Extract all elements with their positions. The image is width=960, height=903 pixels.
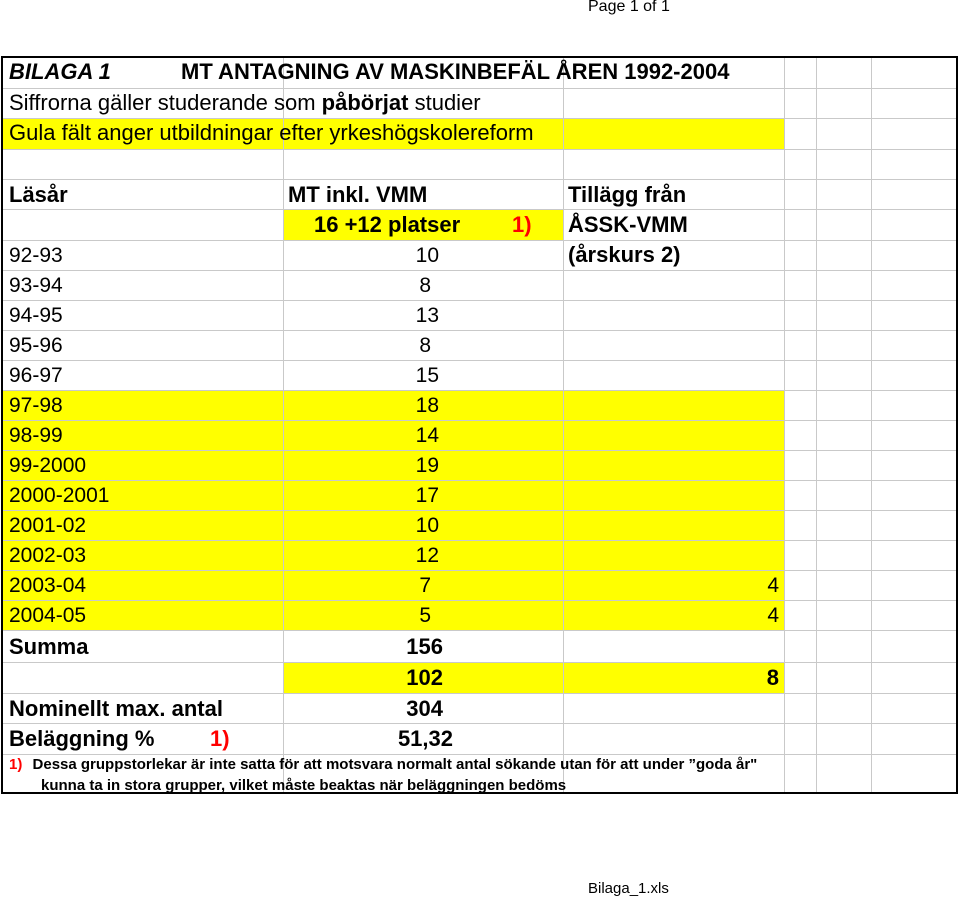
footnote-ref-mark: 1) [9,756,23,773]
grid-line [784,58,785,792]
grid-line [3,330,956,331]
col-subheader-extra: ÅSSK-VMM [568,212,688,237]
grid-line [3,390,956,391]
row-mt: 5 [419,604,431,627]
grid-line [3,723,956,724]
footnote-text-1: Dessa gruppstorlekar är inte satta för att motsvara normalt antal sökande utan för att under ”goda år" [32,756,758,773]
grid-line [3,270,956,271]
col-header-extra: Tillägg från [568,182,687,207]
yellow-sum-mt: 102 [406,665,443,690]
row-mt: 10 [415,244,439,267]
spreadsheet [1,56,958,794]
row-year: 94-95 [9,304,63,327]
grid-line [871,58,872,792]
grid-line [563,58,564,792]
grid-line [3,420,956,421]
grid-line [3,88,956,89]
file-name: Bilaga_1.xls [588,880,669,897]
max-label: Nominellt max. antal [9,696,223,721]
grid-line [3,149,956,150]
grid-line [816,58,817,792]
row-extra: 4 [767,604,779,627]
grid-line [3,118,956,119]
col-subheader-mt: 16 +12 platser [314,212,461,237]
occupancy-value: 51,32 [397,726,453,751]
grid-line [3,209,956,210]
occupancy-ref: 1) [210,726,230,751]
row-extra: 4 [767,574,779,597]
grid-line [3,600,956,601]
row-year: 2004-05 [9,604,87,627]
row-year: 93-94 [9,274,63,297]
row-year: 99-2000 [9,454,87,477]
grid-line [3,630,956,631]
max-value: 304 [406,696,443,721]
grid-line [3,360,956,361]
col-header-mt: MT inkl. VMM [288,182,428,207]
subtitle-bold: påbörjat [321,90,409,115]
grid-line [3,240,956,241]
subtitle-post: studier [414,90,481,115]
grid-line [3,450,956,451]
footnote-ref: 1) [512,212,532,237]
row-year: 2002-03 [9,544,87,567]
grid-line [3,300,956,301]
row-year: 92-93 [9,244,63,267]
row-year: 98-99 [9,424,63,447]
row-year: 2003-04 [9,574,87,597]
row-mt: 7 [419,574,431,597]
yellow-note: Gula fält anger utbildningar efter yrkeshögskolereform [9,120,534,145]
footnote-line-2: kunna ta in stora grupper, vilket måste beaktas när beläggningen bedöms [41,777,567,794]
grid-line [3,510,956,511]
grid-line [3,480,956,481]
row-mt: 13 [415,304,439,327]
row-mt: 17 [415,484,439,507]
row-mt: 12 [415,544,439,567]
row-mt: 18 [415,394,439,417]
attachment-label: BILAGA 1 [9,59,111,84]
sum-value: 156 [406,634,443,659]
yellow-sum-extra: 8 [766,665,779,690]
footnote-line-1 [9,757,757,772]
row-year: 96-97 [9,364,63,387]
row-mt: 10 [415,514,439,537]
grid-line [3,693,956,694]
grid-line [3,570,956,571]
row-mt: 14 [415,424,439,447]
row-year: 97-98 [9,394,63,417]
page-header: Page 1 of 1 [588,0,670,15]
subtitle [9,92,481,114]
col-subheader-extra-year: (årskurs 2) [568,242,681,267]
row-mt: 19 [415,454,439,477]
grid-line [283,58,284,792]
row-year: 2001-02 [9,514,87,537]
sum-label: Summa [9,634,89,659]
subtitle-pre: Siffrorna gäller studerande som [9,90,316,115]
grid-line [3,754,956,755]
row-year: 95-96 [9,334,63,357]
occupancy-label: Beläggning % [9,726,155,751]
document-title: MT ANTAGNING AV MASKINBEFÄL ÅREN 1992-2004 [181,59,730,84]
grid-line [3,179,956,180]
row-mt: 8 [419,334,431,357]
grid-line [3,540,956,541]
row-mt: 8 [419,274,431,297]
col-header-year: Läsår [9,182,68,207]
row-year: 2000-2001 [9,484,110,507]
grid-line [3,662,956,663]
row-mt: 15 [415,364,439,387]
